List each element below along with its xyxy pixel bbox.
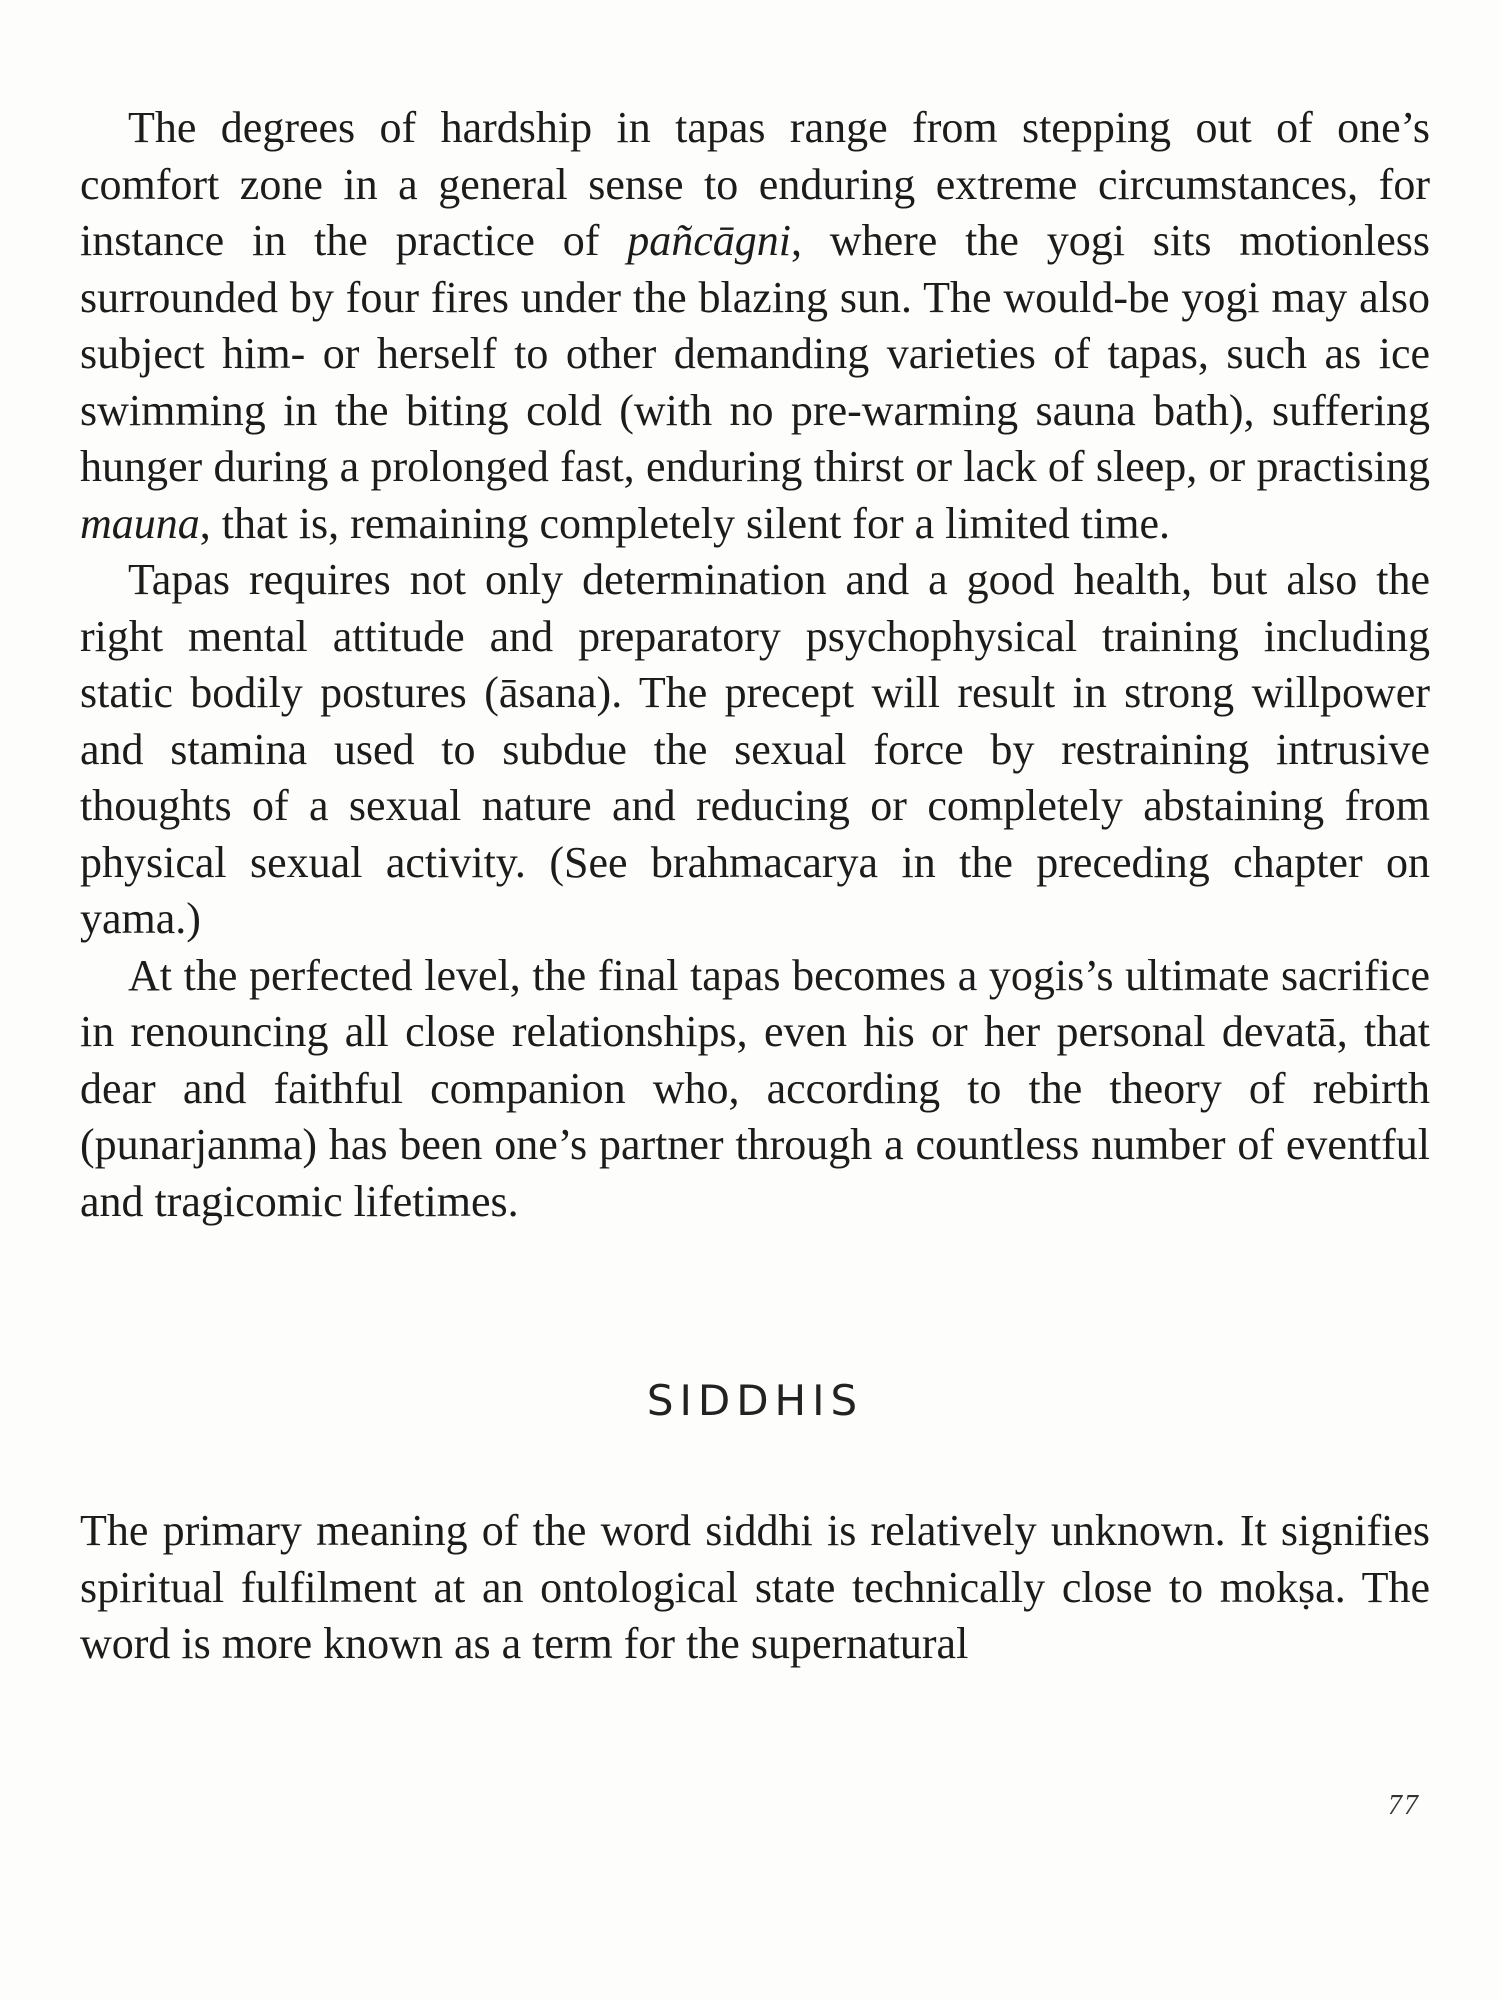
paragraph-tapas-requirements: Tapas requires not only determination and a good health, but also the right mental attitude and preparatory psychophysical training including static bodily postures (āsana). The precept will result in strong willpower and stamina used to subdue the sexual force by restraining intrusive thoughts of a sexual nature and reducing or completely abstaining from physical sexual activity. (See brahmacarya in the preceding chapter on yama.) bbox=[80, 555, 1430, 943]
paragraph-tapas-hardship bbox=[80, 100, 1430, 552]
paragraph-siddhi-meaning: The primary meaning of the word siddhi is relatively unknown. It signifies spiritual fulfilment at an ontological state technically close to mokṣa. The word is more known as a term for the supernatural bbox=[80, 1506, 1430, 1668]
page-number: 77 bbox=[1388, 1790, 1420, 1821]
paragraph-1-text-end: , that is, remaining completely silent for a limited time. bbox=[199, 498, 1170, 548]
term-mauna: mauna bbox=[80, 498, 200, 548]
heading-gap bbox=[80, 1425, 1430, 1503]
paragraph-1-text-start: The degrees of hardship in tapas range from stepping out of one’s comfort zone in a general sense to enduring extreme circumstances, for instance in the practice of bbox=[80, 103, 1430, 265]
paragraph-perfected-level: At the perfected level, the final tapas becomes a yogis’s ultimate sacrifice in renouncing all close relationships, even his or her personal devatā, that dear and faithful companion who, according to the theory of rebirth (punarjanma) has been one’s partner through a countless number of eventful and tragicomic lifetimes. bbox=[80, 950, 1430, 1226]
section-heading: SIDDHIS bbox=[646, 1376, 864, 1425]
paragraph-1-text-middle: , where the yogi sits motionless surrounded by four fires under the blazing sun. The would-be yogi may also subject him- or herself to other demanding varieties of tapas, such as ice swimming in the biting cold (with no pre-warming sauna bath), suffering hunger during a prolonged fast, enduring thirst or lack of sleep, or practising bbox=[80, 216, 1430, 491]
page-body bbox=[80, 100, 1430, 1673]
section-gap bbox=[80, 1230, 1430, 1376]
term-pancagni: pañcāgni bbox=[627, 216, 791, 265]
